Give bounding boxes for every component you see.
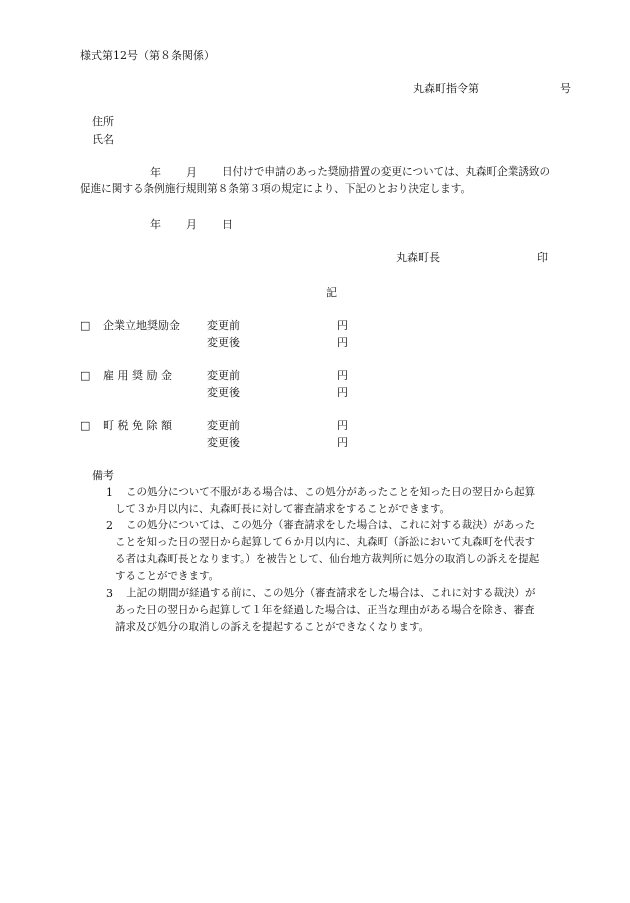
before-label: 変更前 [207,419,240,432]
before-unit: 円 [337,369,348,382]
body-text-line2: 促進に関する条例施行規則第８条第３項の規定により、下記のとおり決定します。 [80,183,472,195]
after-unit: 円 [337,386,348,399]
reference-suffix: 号 [560,82,571,95]
before-unit: 円 [337,419,348,432]
after-label: 変更後 [207,436,240,449]
checkbox-icon[interactable]: □ [80,419,91,432]
note-line: ことを知った日の翌日から起算して６か月以内に、丸森町（訴訟において丸森町を代表す [115,536,535,548]
date-day: 日 [222,218,233,231]
body-text-line1: 日付けで申請のあった奨励措置の変更については、丸森町企業誘致の [222,166,551,178]
body-year: 年 [150,166,161,179]
signature-title: 丸森町長 [396,251,440,264]
note-line: して３か月以内に、丸森町長に対して審査請求をすることができます。 [115,503,451,515]
checkbox-icon[interactable]: □ [80,319,91,332]
date-year: 年 [150,218,161,231]
after-unit: 円 [337,336,348,349]
note-line: あった日の翌日から起算して１年を経過した場合は、正当な理由がある場合を除き、審査 [115,604,535,616]
note-line: この処分について不服がある場合は、この処分があったことを知った日の翌日から起算 [126,486,536,498]
before-unit: 円 [337,319,348,332]
after-unit: 円 [337,436,348,449]
checkbox-icon[interactable]: □ [80,369,91,382]
notation-ki: 記 [326,286,337,299]
note-number: 2 [106,519,113,532]
reference-prefix: 丸森町指令第 [413,82,479,95]
remarks-title: 備考 [92,469,114,482]
date-month: 月 [186,218,197,231]
note-line: 請求及び処分の取消しの訴えを提起することができなくなります。 [115,621,430,633]
note-line: この処分については、この処分（審査請求をした場合は、これに対する裁決）があった [126,519,536,531]
item-label: 町 税 免 除 額 [103,419,172,432]
address-label: 住所 [92,115,114,128]
note-line: することができます。 [115,570,220,582]
note-line: 上記の期間が経過する前に、この処分（審査請求をした場合は、これに対する裁決）が [126,587,536,599]
seal-mark: 印 [537,251,548,264]
before-label: 変更前 [207,369,240,382]
body-month: 月 [186,166,197,179]
after-label: 変更後 [207,386,240,399]
form-label: 様式第12号（第８条関係） [80,49,215,62]
item-label: 雇 用 奨 励 金 [103,369,172,382]
note-line: る者は丸森町長となります。）を被告として、仙台地方裁判所に処分の取消しの訴えを提起 [115,553,540,565]
before-label: 変更前 [207,319,240,332]
after-label: 変更後 [207,336,240,349]
item-label: 企業立地奨励金 [103,319,180,332]
note-number: 3 [106,587,113,600]
note-number: 1 [106,486,113,499]
name-label: 氏名 [92,133,114,146]
